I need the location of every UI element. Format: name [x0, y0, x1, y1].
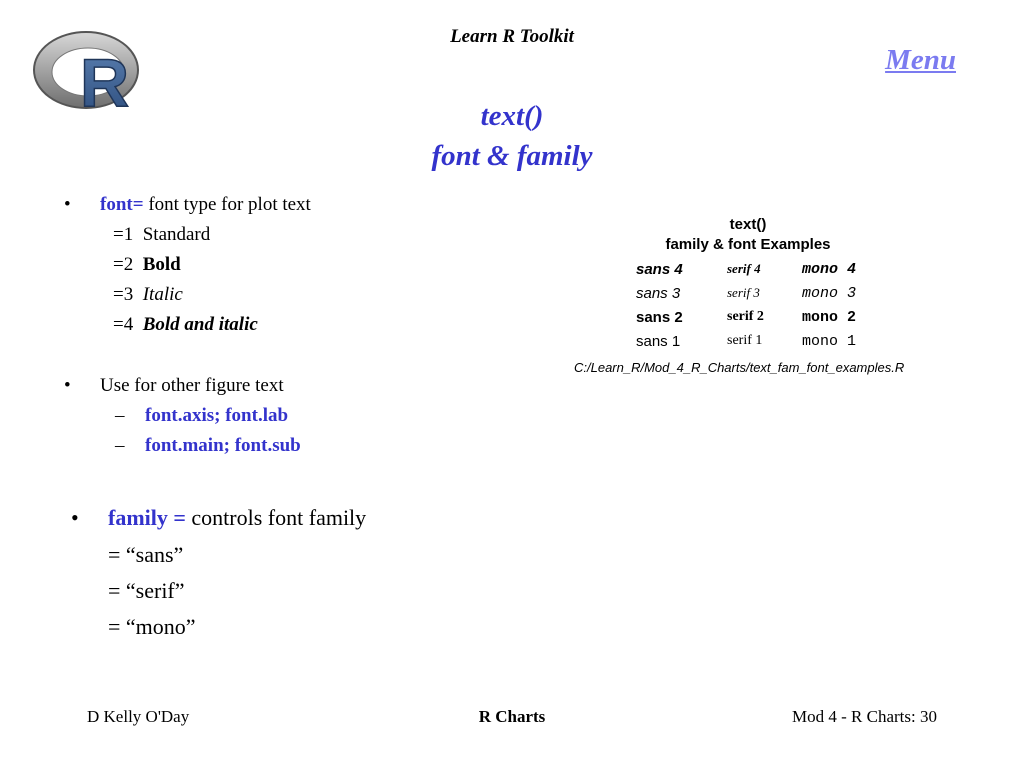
example-mono-4: mono 4: [802, 261, 857, 278]
font-option-2: [113, 254, 181, 276]
slide-title-line1: text(): [480, 100, 544, 132]
family-description: controls font family: [185, 505, 367, 530]
example-sans-4: sans 4: [636, 261, 683, 278]
example-sans-3: sans 3: [636, 285, 681, 302]
subitem-dash: –: [115, 405, 125, 426]
example-mono-2: mono 2: [802, 309, 857, 326]
family-option-mono: = “mono”: [108, 614, 196, 639]
font-keyword: font=: [100, 194, 144, 215]
figure-text-bullet: •: [64, 375, 71, 396]
family-bullet: •: [71, 505, 79, 530]
font-option-4: [113, 314, 258, 336]
family-bullet-text: [108, 505, 366, 531]
font-option-label: Bold and italic: [142, 314, 258, 335]
example-serif-2: serif 2: [727, 309, 764, 324]
figure-source-path: C:/Learn_R/Mod_4_R_Charts/text_fam_font_examples.R: [574, 360, 905, 375]
font-option-code: =2: [113, 254, 134, 275]
example-serif-3: serif 3: [727, 285, 760, 300]
example-mono-3: mono 3: [802, 285, 857, 302]
figure-text-label: Use for other figure text: [100, 375, 284, 396]
example-sans-2: sans 2: [636, 309, 683, 326]
font-bullet-text: [100, 194, 311, 216]
font-option-label: Bold: [142, 254, 181, 275]
example-serif-4: serif 4: [727, 261, 761, 276]
figure-title-line2: family & font Examples: [665, 236, 831, 253]
font-option-1: [113, 224, 210, 246]
figure-title-line1: text(): [729, 216, 767, 233]
example-serif-1: serif 1: [727, 333, 763, 348]
font-option-code: =3: [113, 284, 134, 305]
r-logo-letter: R: [80, 45, 130, 120]
slide-title-line2: font & family: [431, 140, 593, 172]
font-bullet: •: [64, 194, 71, 215]
example-sans-1: sans 1: [636, 333, 681, 350]
slide-title: [0, 96, 1024, 176]
font-option-label: Standard: [142, 224, 211, 245]
footer-page-number: Mod 4 - R Charts: 30: [792, 707, 937, 726]
font-description: font type for plot text: [143, 194, 311, 215]
subitem-font-axis: font.axis; font.lab: [145, 405, 289, 426]
subitem-font-main: font.main; font.sub: [145, 435, 301, 456]
font-option-code: =4: [113, 314, 134, 335]
toolkit-title: Learn R Toolkit: [450, 26, 574, 47]
font-examples-figure: [572, 215, 932, 380]
example-mono-1: mono 1: [802, 333, 857, 350]
family-option-sans: = “sans”: [108, 542, 184, 567]
family-option-serif: = “serif”: [108, 578, 185, 603]
menu-link[interactable]: Menu: [885, 44, 956, 76]
family-keyword: family =: [108, 505, 186, 530]
subitem-dash: –: [115, 435, 125, 456]
font-option-code: =1: [113, 224, 134, 245]
font-option-3: [113, 284, 183, 306]
footer-author: D Kelly O'Day: [87, 707, 190, 726]
footer-center: R Charts: [478, 707, 546, 726]
font-option-label: Italic: [142, 284, 183, 305]
